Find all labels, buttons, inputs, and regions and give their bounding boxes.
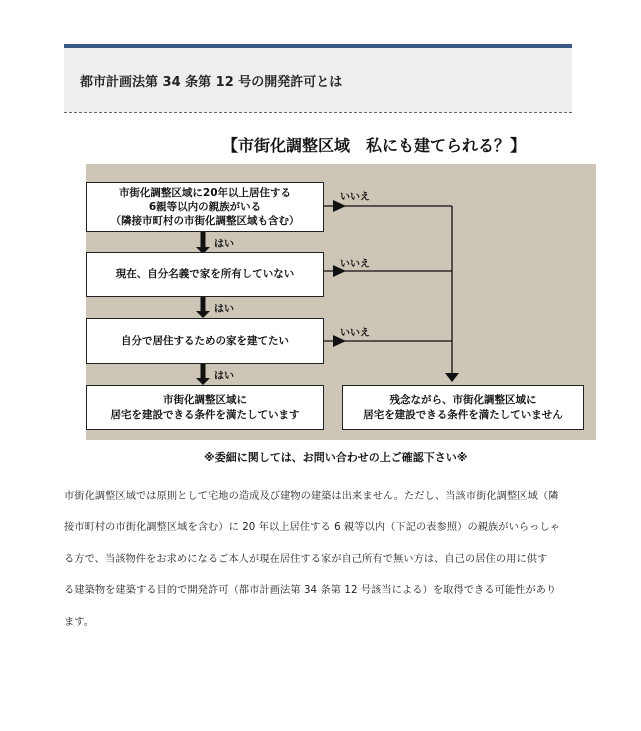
no-label-3: いいえ bbox=[340, 328, 370, 339]
body-paragraph bbox=[64, 481, 578, 638]
question-box-relatives bbox=[86, 182, 324, 232]
body-line-4: る建築物を建築する目的で開発許可（都市計画法第 34 条第 12 号該当による）を取得できる可能性があり bbox=[64, 585, 557, 597]
question-residence-text: 自分で居住するための家を建てたい bbox=[121, 334, 289, 347]
question-relatives-line-1: 市街化調整区域に20年以上居住する bbox=[118, 186, 292, 199]
yes-label-1: はい bbox=[214, 239, 234, 250]
result-not-eligible-line-2: 居宅を建設できる条件を満たしていません bbox=[363, 408, 563, 421]
result-box-not-eligible bbox=[342, 385, 584, 430]
body-line-1: 市街化調整区域では原則として宅地の造成及び建物の建築は出来ません。ただし、当該市街化調整区域（隣 bbox=[64, 491, 559, 502]
body-line-3: る方で、当該物件をお求めになるご本人が現在居住する家が自己所有で無い方は、自己の居住の用に供す bbox=[64, 553, 548, 565]
question-relatives-line-3: （隣接市町村の市街化調整区域も含む） bbox=[110, 215, 300, 228]
yes-label-3: はい bbox=[214, 371, 234, 382]
diagram-title: 【市街化調整区域 私にも建てられる？】 bbox=[222, 136, 527, 155]
result-eligible-line-1: 市街化調整区域に bbox=[163, 394, 247, 407]
result-not-eligible-line-1: 残念ながら、市街化調整区域に bbox=[389, 394, 537, 407]
no-label-2: いいえ bbox=[340, 259, 370, 270]
page-title: 都市計画法第 34 条第 12 号の開発許可とは bbox=[80, 75, 343, 90]
body-line-2: 接市町村の市街化調整区域を含む）に 20 年以上居住する 6 親等以内（下記の表参照）の親族がいらっしゃ bbox=[64, 522, 561, 534]
inquiry-note: ※委細に関しては、お問い合わせの上ご確認下さい※ bbox=[204, 451, 468, 464]
result-box-eligible bbox=[86, 385, 324, 430]
question-relatives-line-2: 6親等以内の親族がいる bbox=[148, 200, 262, 213]
result-eligible-line-2: 居宅を建設できる条件を満たしています bbox=[110, 408, 300, 421]
body-line-5: ます。 bbox=[64, 616, 95, 628]
yes-arrowhead-2 bbox=[196, 311, 210, 318]
no-down-arrowhead bbox=[445, 373, 459, 382]
question-box-residence bbox=[86, 318, 324, 364]
question-ownership-text: 現在、自分名義で家を所有していない bbox=[115, 268, 295, 281]
no-label-1: いいえ bbox=[340, 192, 370, 203]
yes-label-2: はい bbox=[214, 304, 234, 315]
question-box-ownership bbox=[86, 252, 324, 297]
yes-arrowhead-3 bbox=[196, 378, 210, 385]
